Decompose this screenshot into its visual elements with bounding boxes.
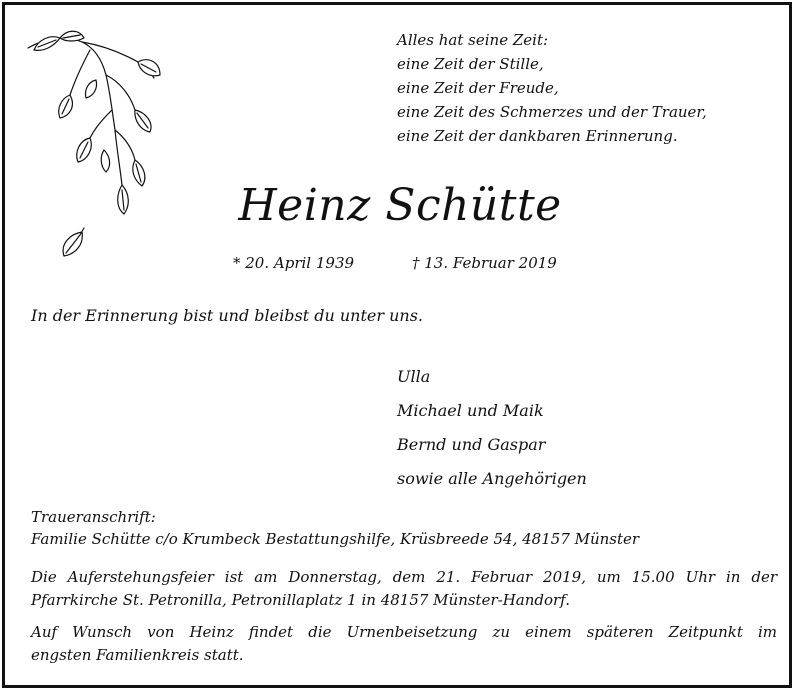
verse-line: Alles hat seine Zeit: — [397, 31, 549, 49]
ceremony-line: Die Auferstehungsfeier ist am Donnerstag, dem 21. Februar 2019, um 15.00 Uhr in der — [31, 568, 777, 586]
mourner: Bernd und Gaspar — [397, 435, 546, 454]
address-label: Traueranschrift: — [31, 508, 156, 526]
verse-line: eine Zeit der Freude, — [397, 79, 559, 97]
mourners-list — [397, 360, 587, 496]
ceremony-line: Pfarrkirche St. Petronilla, Petronillaplatz 1 in 48157 Münster-Handorf. — [31, 591, 570, 609]
mourner: Michael und Maik — [397, 401, 544, 420]
burial-line: Auf Wunsch von Heinz findet die Urnenbeisetzung zu einem späteren Zeitpunkt im — [31, 623, 777, 641]
motto: In der Erinnerung bist und bleibst du unter uns. — [31, 306, 423, 325]
verse-line: eine Zeit der dankbaren Erinnerung. — [397, 127, 678, 145]
mourner: Ulla — [397, 367, 431, 386]
burial-info — [31, 621, 777, 667]
address-text: Familie Schütte c/o Krumbeck Bestattungshilfe, Krüsbreede 54, 48157 Münster — [31, 530, 640, 548]
birch-branch-icon — [20, 20, 175, 275]
burial-line: engsten Familienkreis statt. — [31, 646, 244, 664]
verse-line: eine Zeit des Schmerzes und der Trauer, — [397, 103, 707, 121]
deceased-name: Heinz Schütte — [238, 180, 562, 231]
mourner: sowie alle Angehörigen — [397, 469, 587, 488]
verse-line: eine Zeit der Stille, — [397, 55, 544, 73]
ceremony-info — [31, 566, 777, 612]
death-date: † 13. Februar 2019 — [412, 254, 557, 272]
verse — [397, 28, 707, 148]
birth-date: * 20. April 1939 — [233, 254, 355, 272]
